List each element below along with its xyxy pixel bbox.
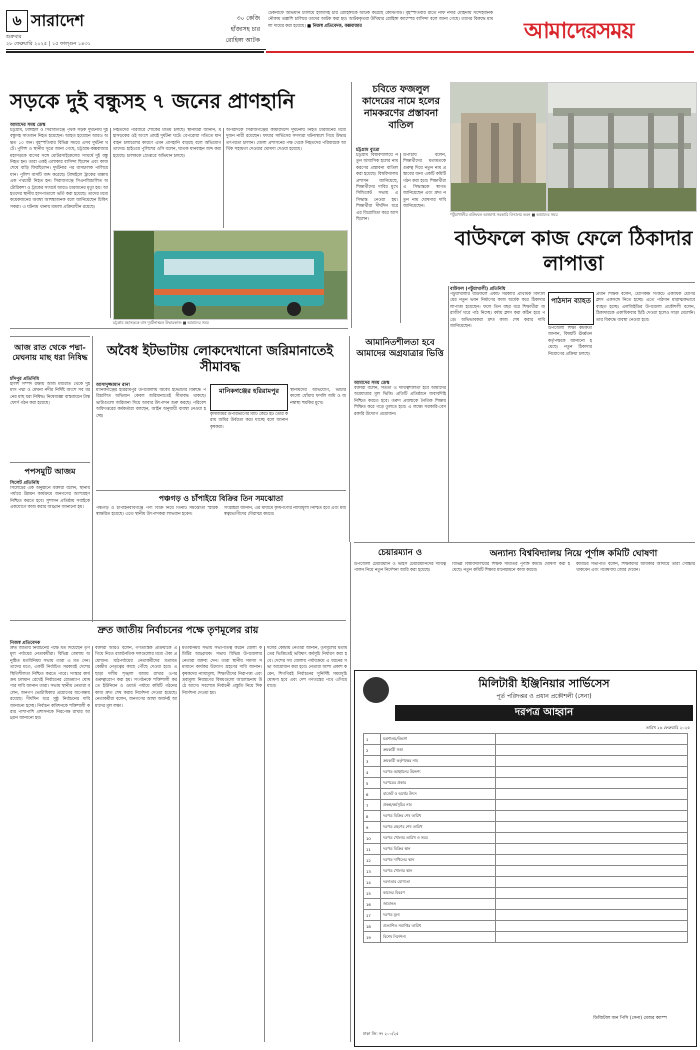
tender-row-label: দরপত্র মূল্য [381, 910, 496, 921]
side-headline: চবিতে ফজলুল কাদেরের নামে হলের নামকরণের প্রস্তাবনা বাতিল [362, 84, 440, 131]
tender-row-value [496, 910, 688, 921]
pathdan-label: পাঠদান ব্যাহত [551, 297, 591, 305]
tender-row-index: 12 [364, 855, 381, 866]
tender-row-label: ক্রয়কারী কর্তৃপক্ষের নাম [381, 756, 496, 767]
date-line: ২৮ ফেব্রুয়ারি ২০২৫ | ১৫ ফাল্গুন ১৪৩১ [6, 41, 91, 47]
tender-row [364, 888, 688, 899]
ad-sub: পূর্ত পরিদপ্তর ও প্রধান প্রকৌশলী (সেনা) [496, 693, 592, 700]
teaser-body: টেকনাফে অভিযান চালিয়ে হাঁজাসহ চার রোহিঙ্গাকে আটক করেছে কোস্টগার্ড। বৃহস্পতিবার রাতে নাফ নদীর মোহনায় সন্দেহজনক নৌকায় তল্লাশি চালিয়ে তাদের আটক করা হয়। আটককৃতরা উখিয়ার রোহিঙ্গা ক্যাম্পের বাসিন্দা বলে জানা গেছে। তাদের বিরুদ্ধে মামলা দায়ের করা হয়েছে। ■ নিজস্ব প্রতিবেদক, কক্সবাজার [268, 11, 493, 29]
tender-row-label: দরপত্র খোলার স্থান [381, 866, 496, 877]
tender-row-value [496, 888, 688, 899]
popsmuti-byline: সিলেট প্রতিনিধি [10, 481, 40, 486]
ad-ref: তারিখ ২৬ ফেব্রুয়ারি ২০২৫ [645, 725, 690, 730]
boitha-headline: আজ রাত থেকে পদ্মা-মেঘনায় মাছ ধরা নিষিদ্ধ [12, 342, 88, 362]
panchgor-col-1: পঞ্চগড় ও চাঁপাইনবাবগঞ্জে পণ্য বিক্রি নিয়ে তিনটি সমঝোতা স্মারক স্বাক্ষরিত হয়েছে। এতে স্থানীয় উৎপাদকরা লাভবান হবেন। [96, 506, 218, 518]
trinamool-col-2: বক্তারা আরও বলেন, গণতান্ত্রিক প্রক্রিয়াকে এগিয়ে নিতে রাজনৈতিক দলগুলোর মধ্যে ঐক্য প্রয়োজন। মাঠপর্যায়ের নেতাকর্মীদের মতামত কেন্দ্রীয় নেতৃত্বের কাছে পৌঁছে দেওয়া হবে। এ ছাড়া দলীয় শৃঙ্খলা বজায় রাখার ওপর গুরুত্বারোপ করা হয়। সংগঠনকে শক্তিশালী করতে ইউনিয়ন ও ওয়ার্ড পর্যায়ে কমিটি গঠনের কাজ দ্রুত শেষ করার নির্দেশনা দেওয়া হয়েছে। নেতাকর্মীরা বলেন, জনগণের আস্থা অর্জনই আমাদের মূল লক্ষ্য। [95, 646, 177, 709]
ad-title: দরপত্র আহ্বান [514, 707, 574, 718]
school-photo [548, 83, 696, 211]
tender-row [364, 789, 688, 800]
tender-row-index: 10 [364, 833, 381, 844]
tender-row [364, 800, 688, 811]
trinamool-col-4: দলের কেন্দ্রীয় নেতারা জানান, তৃণমূলের মতামতের ভিত্তিতেই ভবিষ্যৎ কর্মসূচি নির্ধারণ করা হবে। দেশের সব জেলায় পর্যায়ক্রমে এ ধরনের সভা আয়োজন করা হবে। নেতারা আশা প্রকাশ করেন, শিগগিরই নির্বাচনের সুনির্দিষ্ট সময়সূচি ঘোষণা হবে এবং দেশ গণতন্ত্রের পথে এগিয়ে যাবে। [267, 646, 347, 690]
tender-row-index: 14 [364, 877, 381, 888]
tender-row [364, 910, 688, 921]
tender-row-index: 2 [364, 745, 381, 756]
panchgor-headline: পঞ্চগড় ও চাঁপাইয়ে বিক্রির তিন সমঝোতা [158, 494, 284, 503]
tender-row [364, 756, 688, 767]
tender-row-label: কাজের বিবরণ [381, 888, 496, 899]
university-headline: অন্যান্য বিশ্ববিদ্যালয় নিয়ে পূর্ণাঙ্গ কমিটি ঘোষণা [489, 549, 658, 559]
bhata-col-3: কৃষিজমির উপরিভাগের মাটি কেটে ইট তৈরি করায় জমির উর্বরতা কমে যাচ্ছে বলে জানান কৃষকরা। [210, 412, 288, 430]
tender-row-value [496, 756, 688, 767]
tender-row-index: 17 [364, 910, 381, 921]
teaser-line-3: রোহিঙ্গা আটক [225, 37, 260, 44]
construction-photo [451, 83, 546, 211]
university-col-1: বিভিন্ন বিশ্ববিদ্যালয়ের শিক্ষক সমিতির পূর্ণাঙ্গ কমিটি ঘোষণা করা হয়েছে। নতুন কমিটি শিক্ষার মানোন্নয়নে কাজ করবে। [452, 562, 570, 574]
right-photo-caption: পটুয়াখালীর বাউফলে অসমাপ্ত সরকারি বিদ্যালয় ভবন ■ আমাদের সময় [450, 212, 558, 217]
tender-row-value [496, 800, 688, 811]
tender-row-index: 7 [364, 800, 381, 811]
tender-row [364, 855, 688, 866]
lead-byline: আমাদের সময় ডেস্ক [10, 123, 46, 128]
bhata-col-1: মানিকগঞ্জের হরিরামপুর উপজেলায় অবৈধ ইটভাটার বিরুদ্ধে পরিচালিত অভিযান কেবল জরিমানাতেই সীমাবদ্ধ থাকছে। ভাটাগুলো জরিমানা দিয়ে আবার উৎপাদন শুরু করছে। পরিবেশ অধিদপ্তরের কর্মকর্তারা বলছেন, আইন অনুযায়ী ব্যবস্থা নেওয়া হচ্ছে। [96, 388, 206, 419]
teaser-box [128, 13, 260, 46]
tender-row-index: 11 [364, 844, 381, 855]
baufal-col-2: উপজেলা শিক্ষা কর্মকর্তা জানান, বিষয়টি ঊর্ধ্বতন কর্তৃপক্ষকে জানানো হয়েছে। নতুন ঠিকাদার নিয়োগের প্রক্রিয়া চলছে। [548, 326, 592, 357]
tender-row-label: দরদাতার যোগ্যতা [381, 877, 496, 888]
page-number-box [6, 10, 28, 32]
tender-row-index: 5 [364, 778, 381, 789]
bhata-col-2: স্থানীয়দের অভিযোগ, ভাটার কালো ধোঁয়ায় ফসলি জমি ও জনস্বাস্থ্য হুমকির মুখে। [290, 388, 346, 406]
trinamool-col-1: দ্রুত জাতীয় নির্বাচনের পক্ষে মত দিয়েছেন তৃণমূল পর্যায়ের নেতাকর্মীরা। বিভিন্ন জেলায় অনুষ্ঠিত মতবিনিময় সভায় তারা এ মত দেন। তাদের মতে, একটি নির্বাচিত সরকারই দেশের স্থিতিশীলতা নিশ্চিত করতে পারে। সংস্কার কার্যক্রম চলমান রেখেই নির্বাচনের রোডম্যাপ ঘোষণার দাবি জানান তারা। সভায় স্থানীয় নেতারা বলেন, জনগণ ভোটাধিকার প্রয়োগের অপেক্ষায় রয়েছে। দীর্ঘদিন ধরে সুষ্ঠু নির্বাচনের দাবি জানানো হচ্ছে। নির্বাচন কমিশনকে শক্তিশালী করার পাশাপাশি প্রশাসনকে নিরপেক্ষ রাখার আহ্বান জানানো হয়। [10, 646, 90, 722]
tender-row-label: দরপত্রের প্রকার [381, 778, 496, 789]
trinamool-col-3: মতবিনিময় সভায় সভাপতিত্ব করেন জেলা কমিটির আহ্বায়ক। সভায় বিভিন্ন উপজেলার নেতারা বক্তব্য দেন। তারা স্থানীয় সমস্যা সমাধানে কার্যকর উদ্যোগ গ্রহণের দাবি জানান। কৃষকদের ন্যায্যমূল্য, শিক্ষার্থীদের নিরাপত্তা এবং দ্রব্যমূল্য নিয়ন্ত্রণের বিষয়গুলো আলোচনায় উঠে আসে। সবশেষে নির্বাচনী প্রস্তুতি নিয়ে দিকনির্দেশনা দেওয়া হয়। [182, 646, 262, 696]
lead-photo [113, 230, 348, 320]
tender-row-value [496, 844, 688, 855]
ad-org: মিলিটারী ইঞ্জিনিয়ার সার্ভিসেস [478, 677, 610, 690]
tender-row-value [496, 833, 688, 844]
tender-row-value [496, 877, 688, 888]
popsmuti-headline: পপসমুটি আজম [24, 466, 76, 476]
teaser-byline: ■ নিজস্ব প্রতিবেদক, কক্সবাজার [307, 23, 362, 29]
ad-signature: ডিজিটাল জন পিসি (সেনা) মেজর ক্যাম্প [593, 1016, 667, 1021]
tender-row-value [496, 822, 688, 833]
trinamool-headline: দ্রুত জাতীয় নির্বাচনের পক্ষে তৃণমূলের রায় [97, 625, 259, 636]
tender-row-value [496, 899, 688, 910]
tender-row-value [496, 855, 688, 866]
ad-logo-icon [363, 677, 389, 703]
popsmuti-text: সিলেটের এক অনুষ্ঠানে বক্তারা বলেন, স্থানীয় পর্যায়ে উন্নয়ন কার্যক্রমে জনগণের অংশগ্রহণ নিশ্চিত করতে হবে। সুশাসন প্রতিষ্ঠায় সবাইকে একযোগে কাজ করার আহ্বান জানানো হয়। [10, 486, 90, 511]
tender-table [363, 733, 688, 943]
aplal-byline: আমাদের সময় ডেস্ক [354, 381, 390, 386]
bhata-headline: অবৈধ ইটভাটায় লোকদেখানো জরিমানাতেই সীমাবদ্ধ [106, 344, 334, 375]
lead-col-1: চট্টগ্রাম, টাঙ্গাইল ও সিরাজগঞ্জে পৃথক সড়ক দুর্ঘটনায় দুই বন্ধুসহ সাতজন নিহত হয়েছেন। আহত হয়েছেন আরও অন্তত ১০ জন। বৃহস্পতিবার বিভিন্ন সময়ে এসব দুর্ঘটনা ঘটে। পুলিশ ও স্থানীয় সূত্রে জানা গেছে, চট্টগ্রাম-কক্সবাজার মহাসড়কে বাসের সঙ্গে মোটরসাইকেলের সংঘর্ষে দুই বন্ধু নিহত হন। তারা একই এলাকার বাসিন্দা ছিলেন এবং কাজ শেষে বাড়ি ফিরছিলেন। দুর্ঘটনার পর বাসচালক পালিয়ে যান। পুলিশ বাসটি জব্দ করেছে। টাঙ্গাইলে ট্রাকের ধাক্কায় এক পথচারী নিহত হন। সিরাজগঞ্জে সিএনজিচালিত অটোরিকশা ও ট্রাকের সংঘর্ষে আরও চারজনের মৃত্যু হয়। আহতদের স্থানীয় হাসপাতালে ভর্তি করা হয়েছে। তাদের মধ্যে কয়েকজনের অবস্থা আশঙ্কাজনক বলে জানিয়েছেন চিকিৎসকরা। এ ঘটনায় থানায় মামলা প্রক্রিয়াধীন রয়েছে। [10, 128, 108, 210]
tender-row-label: জামানত [381, 899, 496, 910]
tender-row [364, 833, 688, 844]
side-byline: চট্টগ্রাম ব্যুরো [356, 148, 380, 153]
baufal-col-3: প্রধান শিক্ষক বলেন, শ্রেণিকক্ষ সংকটে একাধিক শ্রেণির ক্লাস একসঙ্গে নিতে হচ্ছে। এতে পাঠদান মারাত্মকভাবে ব্যাহত হচ্ছে। এলজিইডির উপজেলা প্রকৌশলী বলেন, ঠিকাদারকে একাধিকবার চিঠি দেওয়া হলেও সাড়া মেলেনি। তার বিরুদ্ধে ব্যবস্থা নেওয়া হবে। [596, 292, 695, 323]
tender-row [364, 844, 688, 855]
lead-headline: সড়কে দুই বন্ধুসহ ৭ জনের প্রাণহানি [10, 89, 295, 113]
tender-row [364, 811, 688, 822]
tender-row-label: প্রকল্প/কর্মসূচির নাম [381, 800, 496, 811]
tender-row-label: দরপত্র বিক্রির স্থান [381, 844, 496, 855]
tender-row-index: 3 [364, 756, 381, 767]
tender-row-label: দরপত্র গ্রহণের শেষ তারিখ [381, 822, 496, 833]
tender-row-label: বাজেট ও অর্থের উৎস [381, 789, 496, 800]
ad-title-bar [395, 705, 693, 721]
tender-row-value [496, 921, 688, 932]
tender-row-index: 18 [364, 921, 381, 932]
tender-row-label: প্রত্যাশিত সমাপ্তির তারিখ [381, 921, 496, 932]
building-photo-right [547, 82, 697, 212]
chairman-col: উপজেলা চেয়ারম্যান ও ভাইস চেয়ারম্যানদের দায়িত্ব পালন নিয়ে নতুন নির্দেশনা জারি করা হয়েছে। [354, 562, 446, 574]
tender-row [364, 899, 688, 910]
baufal-headline: বাউফলে কাজ ফেলে ঠিকাদার লাপাত্তা [454, 226, 693, 275]
tender-row-value [496, 789, 688, 800]
pathdan-box [548, 292, 594, 325]
tender-row-index: 15 [364, 888, 381, 899]
tender-row-index: 1 [364, 734, 381, 745]
boitha-byline: চাঁদপুর প্রতিনিধি [10, 377, 39, 382]
tender-row [364, 877, 688, 888]
bhata-location: মানিকগঞ্জের হরিরামপুর [219, 387, 279, 395]
tender-row-index: 6 [364, 789, 381, 800]
day-label: শুক্রবার [6, 34, 22, 40]
lead-col-3: অপরদিকে সিরাজগঞ্জের কামারখন্দে দুর্ঘটনায় নিহত চারজনের মধ্যে দুজন নারী রয়েছেন। ফায়ার সার্ভিসের সদস্যরা ঘটনাস্থলে গিয়ে উদ্ধার তৎপরতা চালান। জেলা প্রশাসনের পক্ষ থেকে নিহতদের পরিবারকে আর্থিক সহায়তা দেওয়ার ঘোষণা দেওয়া হয়েছে। [226, 128, 346, 153]
page-number: ৬ [12, 13, 22, 29]
aplal-headline: আমানিতশীলতা হবে আমাদের অগ্রযাত্রার ভিত্তি [356, 338, 444, 359]
building-photo-left [450, 82, 547, 212]
side-col-1: চট্টগ্রাম বিশ্ববিদ্যালয়ে নতুন আবাসিক হলের নামকরণের প্রস্তাবনা বাতিল করা হয়েছে। বিশ্ববিদ্যালয় প্রশাসন জানিয়েছে, শিক্ষার্থীদের দাবির মুখে সিন্ডিকেট সভায় এ সিদ্ধান্ত নেওয়া হয়। শিক্ষার্থীরা দীর্ঘদিন ধরে এর বিরোধিতা করে আসছিলেন। [356, 153, 398, 223]
chairman-headline: চেয়ারম্যান ও [377, 548, 423, 558]
tender-row-index: 8 [364, 811, 381, 822]
tender-row [364, 734, 688, 745]
aplal-col-1: বক্তারা বলেন, সততা ও দায়িত্বশীলতা হবে আমাদের অগ্রযাত্রার মূল ভিত্তি। প্রতিটি প্রতিষ্ঠানে জবাবদিহি নিশ্চিত করতে হবে। তরুণ প্রজন্মকে নৈতিক শিক্ষায় শিক্ষিত করে গড়ে তুলতে হবে। এ লক্ষ্যে সরকারি-বেসরকারি উদ্যোগ প্রয়োজন। [354, 386, 446, 417]
tender-row-label: দরপত্র দাখিলের স্থান [381, 855, 496, 866]
tender-row-index: 4 [364, 767, 381, 778]
section-name: সারাদেশ [31, 11, 84, 30]
tender-row [364, 866, 688, 877]
tender-row-value [496, 811, 688, 822]
tender-row [364, 932, 688, 943]
bhata-location-box [210, 384, 288, 411]
tender-row-index: 16 [364, 899, 381, 910]
panchgor-col-2: সংশ্লিষ্টরা জানান, এর মাধ্যমে কৃষিপণ্যের ন্যায্যমূল্য নিশ্চিত হবে এবং মধ্যস্বত্বভোগীদের দৌরাত্ম্য কমবে। [224, 506, 346, 518]
tender-row-index: 9 [364, 822, 381, 833]
tender-row-label: দরপত্র আহ্বানের উদ্দেশ্য [381, 767, 496, 778]
boitha-text: ইলিশ সম্পদ রক্ষায় আজ মধ্যরাত থেকে দুই মাস পদ্মা ও মেঘনা নদীর নির্দিষ্ট অংশে সব ধরনের মাছ ধরা নিষিদ্ধ। নিষেধাজ্ঞা বাস্তবায়নে টাস্কফোর্স গঠন করা হয়েছে। [10, 382, 90, 407]
tender-row-value [496, 932, 688, 943]
tender-row-label: ক্রয়কারী সত্তা [381, 745, 496, 756]
tender-row-value [496, 778, 688, 789]
tender-row-index: 13 [364, 866, 381, 877]
teaser-line-2: হাঁজাসহ চার [230, 26, 260, 33]
logo-text: আমাদেরসময় [524, 18, 634, 44]
baufal-byline: বাউফল (পটুয়াখালী) প্রতিনিধি [450, 287, 506, 292]
lead-photo-caption: চট্টগ্রাম মহাসড়কে বাস দুর্ঘটনাস্থলে উদ্ধারকাজ ■ আমাদের সময় [113, 320, 209, 325]
tender-ad [354, 670, 697, 1047]
trinamool-byline: নিজস্ব প্রতিবেদক [10, 641, 41, 646]
tender-row [364, 767, 688, 778]
ad-footer: ঢাকা জি: নং ২০০/২৫ [363, 1031, 399, 1036]
lead-col-2: নিহতদের পরিবারে শোকের মাতম চলছে। স্থানীয়রা জানান, মহাসড়কের ওই অংশে প্রায়ই দুর্ঘটনা ঘটে। বেপরোয়া গতিতে যানবাহন চলাচলের কারণে এমন প্রাণহানি বাড়ছে বলে অভিযোগ তাদের। হাইওয়ে পুলিশের ওসি বলেন, ঘাতক যানবাহন জব্দ করা হয়েছে। চালককে গ্রেপ্তারে অভিযান চলছে। [113, 128, 221, 159]
tender-row [364, 921, 688, 932]
tender-row-label: দরপত্র খোলার তারিখ ও সময় [381, 833, 496, 844]
tender-row-value [496, 745, 688, 756]
tender-row-label: বিশেষ নির্দেশনা [381, 932, 496, 943]
tender-row [364, 745, 688, 756]
tender-row-label: মন্ত্রণালয়/বিভাগ [381, 734, 496, 745]
side-col-2: উপাচার্য বলেন, শিক্ষার্থীদের মতামতকে গুরুত্ব দিয়ে নতুন নাম প্রস্তাবের জন্য একটি কমিটি গঠন করা হবে। শিক্ষার্থীরা এ সিদ্ধান্তকে স্বাগত জানিয়েছেন এবং দ্রুত নতুন নাম ঘোষণার দাবি জানিয়েছেন। [403, 153, 446, 210]
newspaper-logo [524, 14, 694, 46]
tender-row [364, 778, 688, 789]
baufal-col-1: পটুয়াখালীর বাউফলে একটি সরকারি প্রাথমিক বিদ্যালয়ের নতুন ভবন নির্মাণের কাজ অর্ধেক করে ঠিকাদার লাপাত্তা হয়েছেন। ফলে তিন বছর ধরে শিক্ষার্থীরা জরাজীর্ণ ঘরে পাঠ নিচ্ছে। বর্ষায় ক্লাস করা কঠিন হয়ে পড়ে। অভিভাবকরা দ্রুত কাজ শেষ করার দাবি জানিয়েছেন। [450, 292, 545, 330]
teaser-line-1: ৩০ কেজি [236, 15, 260, 22]
tender-row-value [496, 866, 688, 877]
tender-row-value [496, 767, 688, 778]
tender-row [364, 822, 688, 833]
university-col-2: কমিটির সভাপতি বলেন, শিক্ষকদের অধিকার আদায়ে তারা সোচ্চার থাকবেন এবং গবেষণায় জোর দেবেন। [576, 562, 695, 574]
tender-row-label: দরপত্র বিক্রির শেষ তারিখ [381, 811, 496, 822]
bhata-byline: আসাদুজ্জামান রানা [96, 383, 130, 388]
tender-row-value [496, 734, 688, 745]
bus-accident-photo [114, 231, 347, 319]
tender-row-index: 19 [364, 932, 381, 943]
